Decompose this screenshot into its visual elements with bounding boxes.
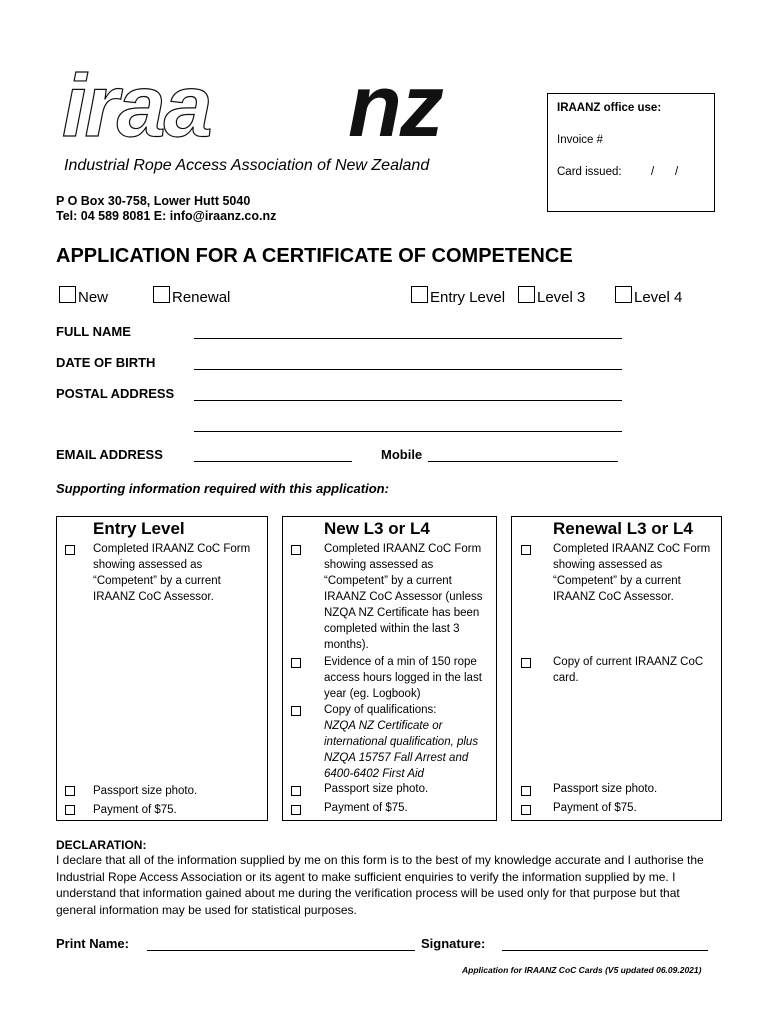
- renewal-payment-text: Payment of $75.: [553, 802, 637, 814]
- email-field[interactable]: [194, 461, 352, 462]
- dob-label: DATE OF BIRTH: [56, 355, 156, 370]
- new-checkbox[interactable]: [59, 286, 76, 303]
- renewal-l3-l4-column: [511, 516, 722, 821]
- contact-line: Tel: 04 589 8081 E: info@iraanz.co.nz: [56, 209, 277, 223]
- email-label: EMAIL ADDRESS: [56, 447, 163, 462]
- signature-field[interactable]: [502, 950, 708, 951]
- entry-payment-checkbox[interactable]: [65, 805, 75, 815]
- print-name-label: Print Name:: [56, 936, 129, 951]
- new-l3-l4-column: [282, 516, 497, 821]
- new-qualifications-text: [324, 702, 492, 782]
- qualifications-label: Copy of qualifications:: [324, 704, 437, 716]
- qualifications-detail: NZQA NZ Certificate or international qualification, plus NZQA 15757 Fall Arrest and 6400-6402 First Aid: [324, 720, 479, 780]
- declaration-text: I declare that all of the information supplied by me on this form is to the best of my knowledge accurate and I authorise the Industrial Rope Access Association or its agent to make sufficient enquiries to verify the information supplied by me. I understand that information gained about me during the verification process will be used only for that purpose but that general information may be used for statistical purposes.: [56, 853, 704, 917]
- renewal-label: Renewal: [172, 289, 231, 306]
- full-name-label: FULL NAME: [56, 324, 131, 339]
- new-label: New: [78, 289, 109, 306]
- level-4-checkbox[interactable]: [615, 286, 632, 303]
- entry-level-column: [56, 516, 268, 821]
- card-issued-label: Card issued:: [557, 166, 622, 178]
- logo-nz-text: nz: [348, 56, 442, 155]
- level-3-label: Level 3: [537, 289, 586, 306]
- logo-iraa-text: iraa: [62, 56, 211, 155]
- new-hours-text: Evidence of a min of 150 rope access hours logged in the last year (eg. Logbook): [324, 656, 482, 700]
- declaration-title: DECLARATION:: [56, 838, 147, 852]
- renewal-coc-form-text: Completed IRAANZ CoC Form showing assessed as “Competent” by a current IRAANZ CoC Assessor.: [553, 543, 711, 603]
- invoice-label: Invoice #: [557, 134, 604, 146]
- renewal-photo-checkbox[interactable]: [521, 786, 531, 796]
- print-name-field[interactable]: [147, 950, 415, 951]
- full-name-field[interactable]: [194, 338, 622, 339]
- entry-level-checkbox[interactable]: [411, 286, 428, 303]
- renewal-card-copy-checkbox[interactable]: [521, 658, 531, 668]
- renewal-checkbox[interactable]: [153, 286, 170, 303]
- date-separator: /: [675, 166, 679, 178]
- entry-coc-form-checkbox[interactable]: [65, 545, 75, 555]
- new-coc-form-text: Completed IRAANZ CoC Form showing assessed as “Competent” by a current IRAANZ CoC Assessor (unless NZQA NZ Certificate has been completed within the last 3 months).: [324, 543, 483, 651]
- renewal-photo-text: Passport size photo.: [553, 783, 658, 795]
- renewal-payment-checkbox[interactable]: [521, 805, 531, 815]
- mobile-label: Mobile: [381, 447, 423, 462]
- new-payment-checkbox[interactable]: [291, 805, 301, 815]
- entry-payment-text: Payment of $75.: [93, 804, 177, 816]
- office-use-title: IRAANZ office use:: [557, 102, 662, 114]
- level-4-label: Level 4: [634, 289, 683, 306]
- entry-coc-form-text: Completed IRAANZ CoC Form showing assessed as “Competent” by a current IRAANZ CoC Assessor.: [93, 543, 251, 603]
- new-qualifications-checkbox[interactable]: [291, 706, 301, 716]
- postal-address-field-line-2[interactable]: [194, 431, 622, 432]
- new-coc-form-checkbox[interactable]: [291, 545, 301, 555]
- address-line: P O Box 30-758, Lower Hutt 5040: [56, 194, 251, 208]
- office-use-box: [547, 93, 715, 212]
- mobile-field[interactable]: [428, 461, 618, 462]
- footer-version: Application for IRAANZ CoC Cards (V5 updated 06.09.2021): [462, 965, 702, 975]
- date-separator: /: [651, 166, 655, 178]
- postal-address-field[interactable]: [194, 400, 622, 401]
- new-payment-text: Payment of $75.: [324, 802, 408, 814]
- entry-photo-checkbox[interactable]: [65, 786, 75, 796]
- entry-level-label: Entry Level: [430, 289, 506, 306]
- signature-label: Signature:: [421, 936, 486, 951]
- column-heading: Renewal L3 or L4: [553, 519, 693, 538]
- new-hours-checkbox[interactable]: [291, 658, 301, 668]
- dob-field[interactable]: [194, 369, 622, 370]
- column-heading: Entry Level: [93, 519, 185, 538]
- postal-address-label: POSTAL ADDRESS: [56, 386, 175, 401]
- supporting-info-heading: Supporting information required with this application:: [56, 481, 389, 496]
- new-photo-text: Passport size photo.: [324, 783, 429, 795]
- form-title: APPLICATION FOR A CERTIFICATE OF COMPETENCE: [56, 245, 573, 267]
- logo-tagline: Industrial Rope Access Association of New Zealand: [64, 157, 430, 174]
- renewal-coc-form-checkbox[interactable]: [521, 545, 531, 555]
- column-heading: New L3 or L4: [324, 519, 430, 538]
- new-photo-checkbox[interactable]: [291, 786, 301, 796]
- entry-photo-text: Passport size photo.: [93, 785, 198, 797]
- renewal-card-copy-text: Copy of current IRAANZ CoC card.: [553, 656, 704, 684]
- level-3-checkbox[interactable]: [518, 286, 535, 303]
